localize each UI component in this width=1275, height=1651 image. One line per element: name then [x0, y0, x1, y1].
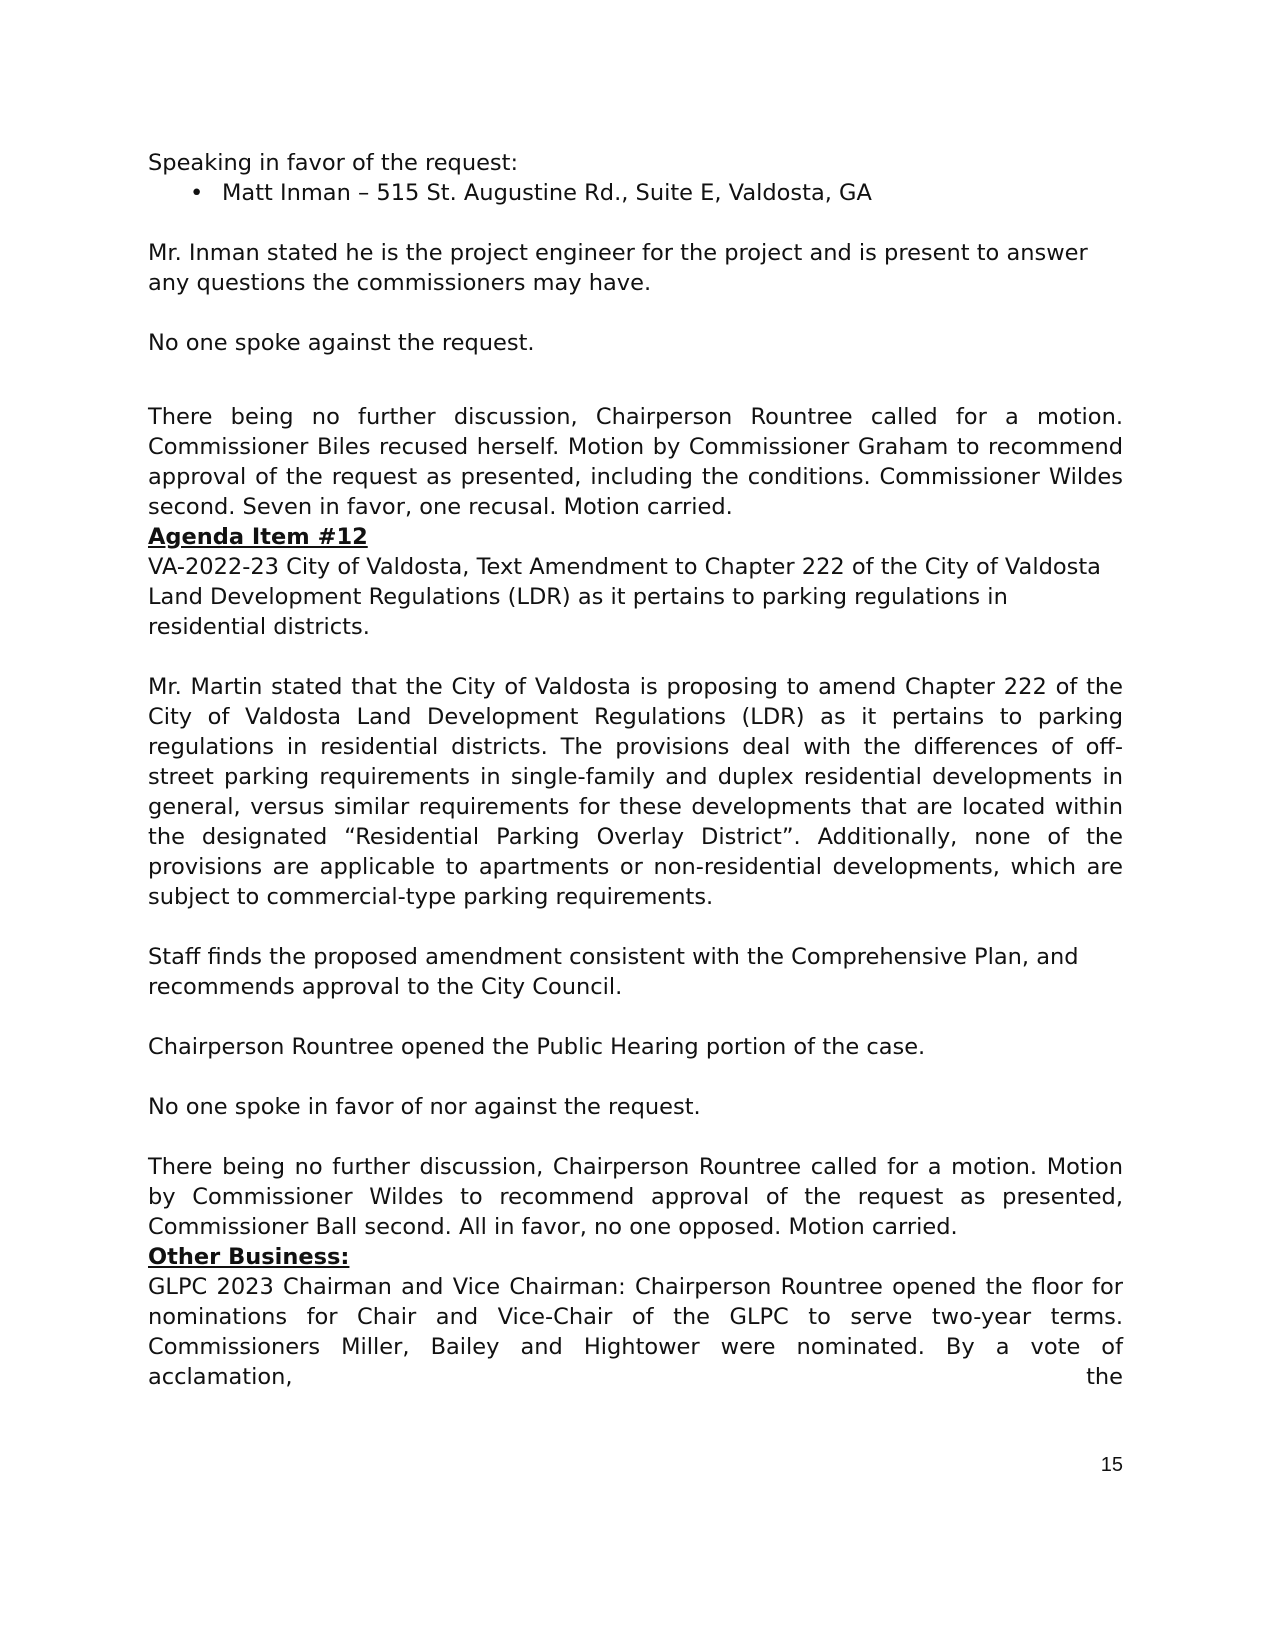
martin-statement: Mr. Martin stated that the City of Valdosta is proposing to amend Chapter 222 of the City of Valdosta Land Development Regulations (LDR) as it pertains to parking regulations in residential districts. The provisions deal with the differences of off-street parking requirements in single-family and duplex residential developments in general, versus similar requirements for these developments that are located within the designated “Residential Parking Overlay District”. Additionally, none of the provisions are applicable to apartments or non-residential developments, which are subject to commercial-type parking requirements. — [148, 674, 1123, 910]
inman-statement: Mr. Inman stated he is the project engineer for the project and is present to answer any questions the commissioners may have. — [148, 240, 1088, 296]
no-opposition-statement: No one spoke against the request. — [148, 330, 535, 356]
document-page — [148, 148, 1123, 1392]
other-business-text: GLPC 2023 Chairman and Vice Chairman: Chairperson Rountree opened the floor for nominations for Chair and Vice-Chair of the GLPC to serve two-year terms. Commissioners Miller, Bailey and Hightower were nominated. By a vote of acclamation, the — [148, 1274, 1123, 1390]
speaking-favor-label: Speaking in favor of the request: — [148, 150, 519, 176]
speaker-text: Matt Inman – 515 St. Augustine Rd., Suite E, Valdosta, GA — [222, 180, 872, 206]
public-hearing-opened: Chairperson Rountree opened the Public Hearing portion of the case. — [148, 1034, 926, 1060]
motion-paragraph: There being no further discussion, Chairperson Rountree called for a motion. Commissioner Biles recused herself. Motion by Commissioner Graham to recommend approval of the request as presented, including the conditions. Commissioner Wildes second. Seven in favor, one recusal. Motion carried. — [148, 404, 1123, 520]
agenda-motion-paragraph: There being no further discussion, Chairperson Rountree called for a motion. Motion by Commissioner Wildes to recommend approval of the request as presented, Commissioner Ball second. All in favor, no one opposed. Motion carried. — [148, 1154, 1123, 1240]
agenda-item-heading: Agenda Item #12 — [148, 524, 368, 550]
other-business-heading: Other Business: — [148, 1244, 350, 1270]
bullet-icon: • — [190, 180, 204, 206]
agenda-item-description: VA-2022-23 City of Valdosta, Text Amendment to Chapter 222 of the City of Valdosta Land Development Regulations (LDR) as it pertains to parking regulations in residential districts. — [148, 554, 1101, 640]
page-number: 15 — [1100, 1454, 1123, 1476]
speaker-list — [148, 178, 1123, 208]
staff-finding: Staff finds the proposed amendment consistent with the Comprehensive Plan, and recommends approval to the City Council. — [148, 944, 1079, 1000]
speaker-item — [190, 178, 1123, 208]
no-speakers-statement: No one spoke in favor of nor against the request. — [148, 1094, 701, 1120]
